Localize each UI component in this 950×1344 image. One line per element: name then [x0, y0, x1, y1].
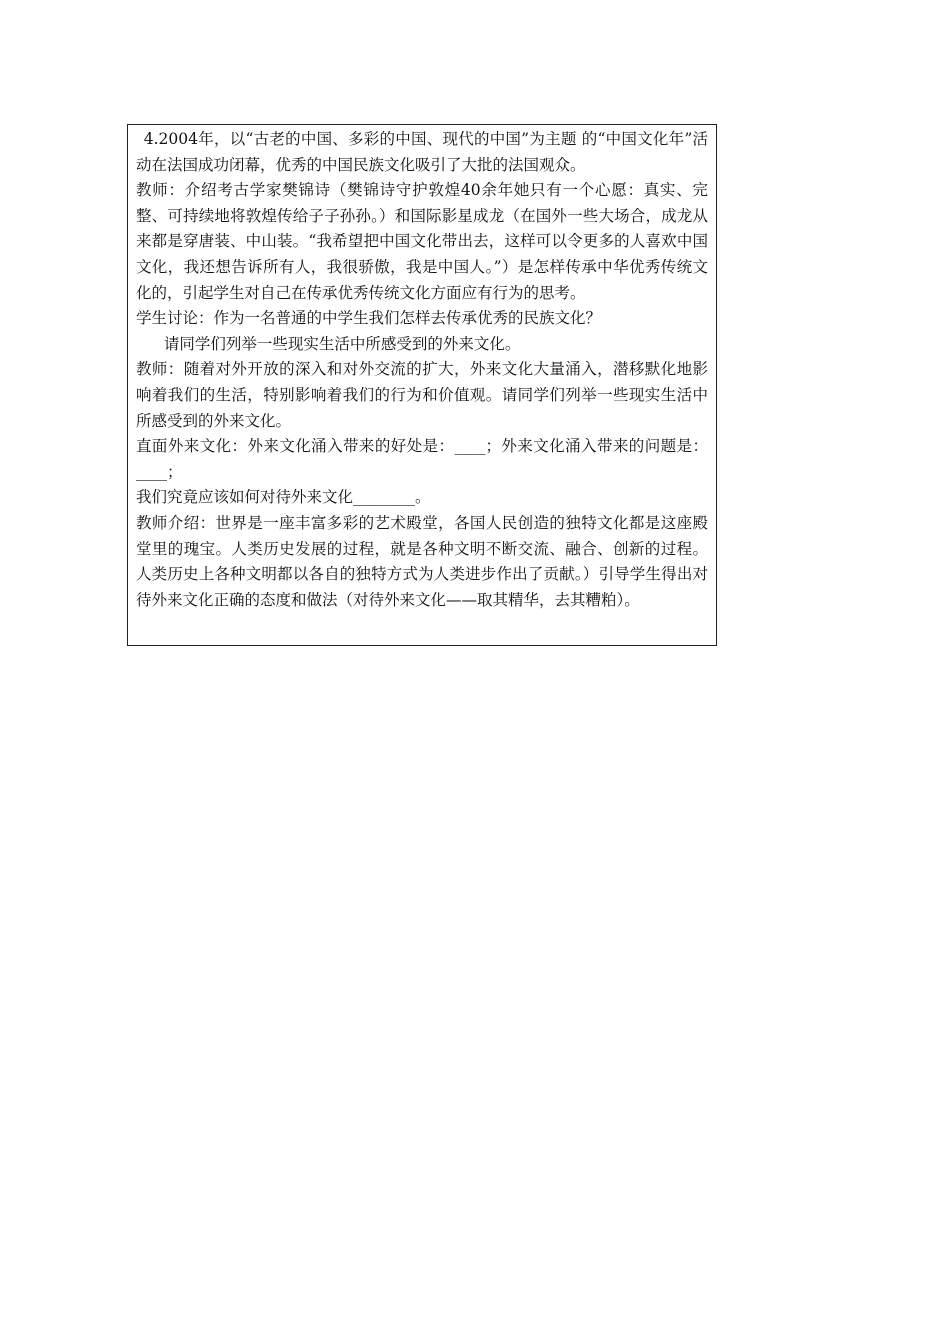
paragraph-student-discussion: 学生讨论：作为一名普通的中学生我们怎样去传承优秀的民族文化？ [136, 309, 602, 328]
paragraph-teacher-introduction: 教师介绍：世界是一座丰富多彩的艺术殿堂，各国人民创造的独特文化都是这座殿堂里的瑰宝。人类历史发展的过程，就是各种文明不断交流、融合、创新的过程。人类历史上各种文明都以各自的独特方式为人类进步作出了贡献。）引导学生得出对待外来文化正确的态度和做法（对待外来文化——取其精华，去其糟粕）。 [136, 513, 708, 609]
paragraph-face-foreign-culture: 直面外来文化：外来文化涌入带来的好处是：____；外来文化涌入带来的问题是：____； [136, 437, 708, 481]
paragraph-list-foreign-culture: 请同学们列举一些现实生活中所感受到的外来文化。 [163, 334, 521, 353]
paragraph-how-to-treat: 我们究竟应该如何对待外来文化________。 [136, 488, 431, 507]
paragraph-culture-year: 4.2004年，以“古老的中国、多彩的中国、现代的中国”为主题 的“中国文化年”活动在法国成功闭幕，优秀的中国民族文化吸引了大批的法国观众。 [136, 130, 708, 174]
paragraph-teacher-opening-up: 教师：随着对外开放的深入和对外交流的扩大，外来文化大量涌入，潜移默化地影响着我们的生活，特别影响着我们的行为和价值观。请同学们列举一些现实生活中所感受到的外来文化。 [136, 360, 708, 430]
paragraph-teacher-examples: 教师：介绍考古学家樊锦诗（樊锦诗守护敦煌40余年她只有一个心愿：真实、完整、可持续地将敦煌传给子子孙孙。）和国际影星成龙（在国外一些大场合，成龙从来都是穿唐装、中山装。“我希望把中国文化带出去，这样可以令更多的人喜欢中国文化，我还想告诉所有人，我很骄傲，我是中国人。”）是怎样传承中华优秀传统文化的，引起学生对自己在传承优秀传统文化方面应有行为的思考。 [136, 181, 708, 302]
lesson-text-box [127, 124, 717, 646]
